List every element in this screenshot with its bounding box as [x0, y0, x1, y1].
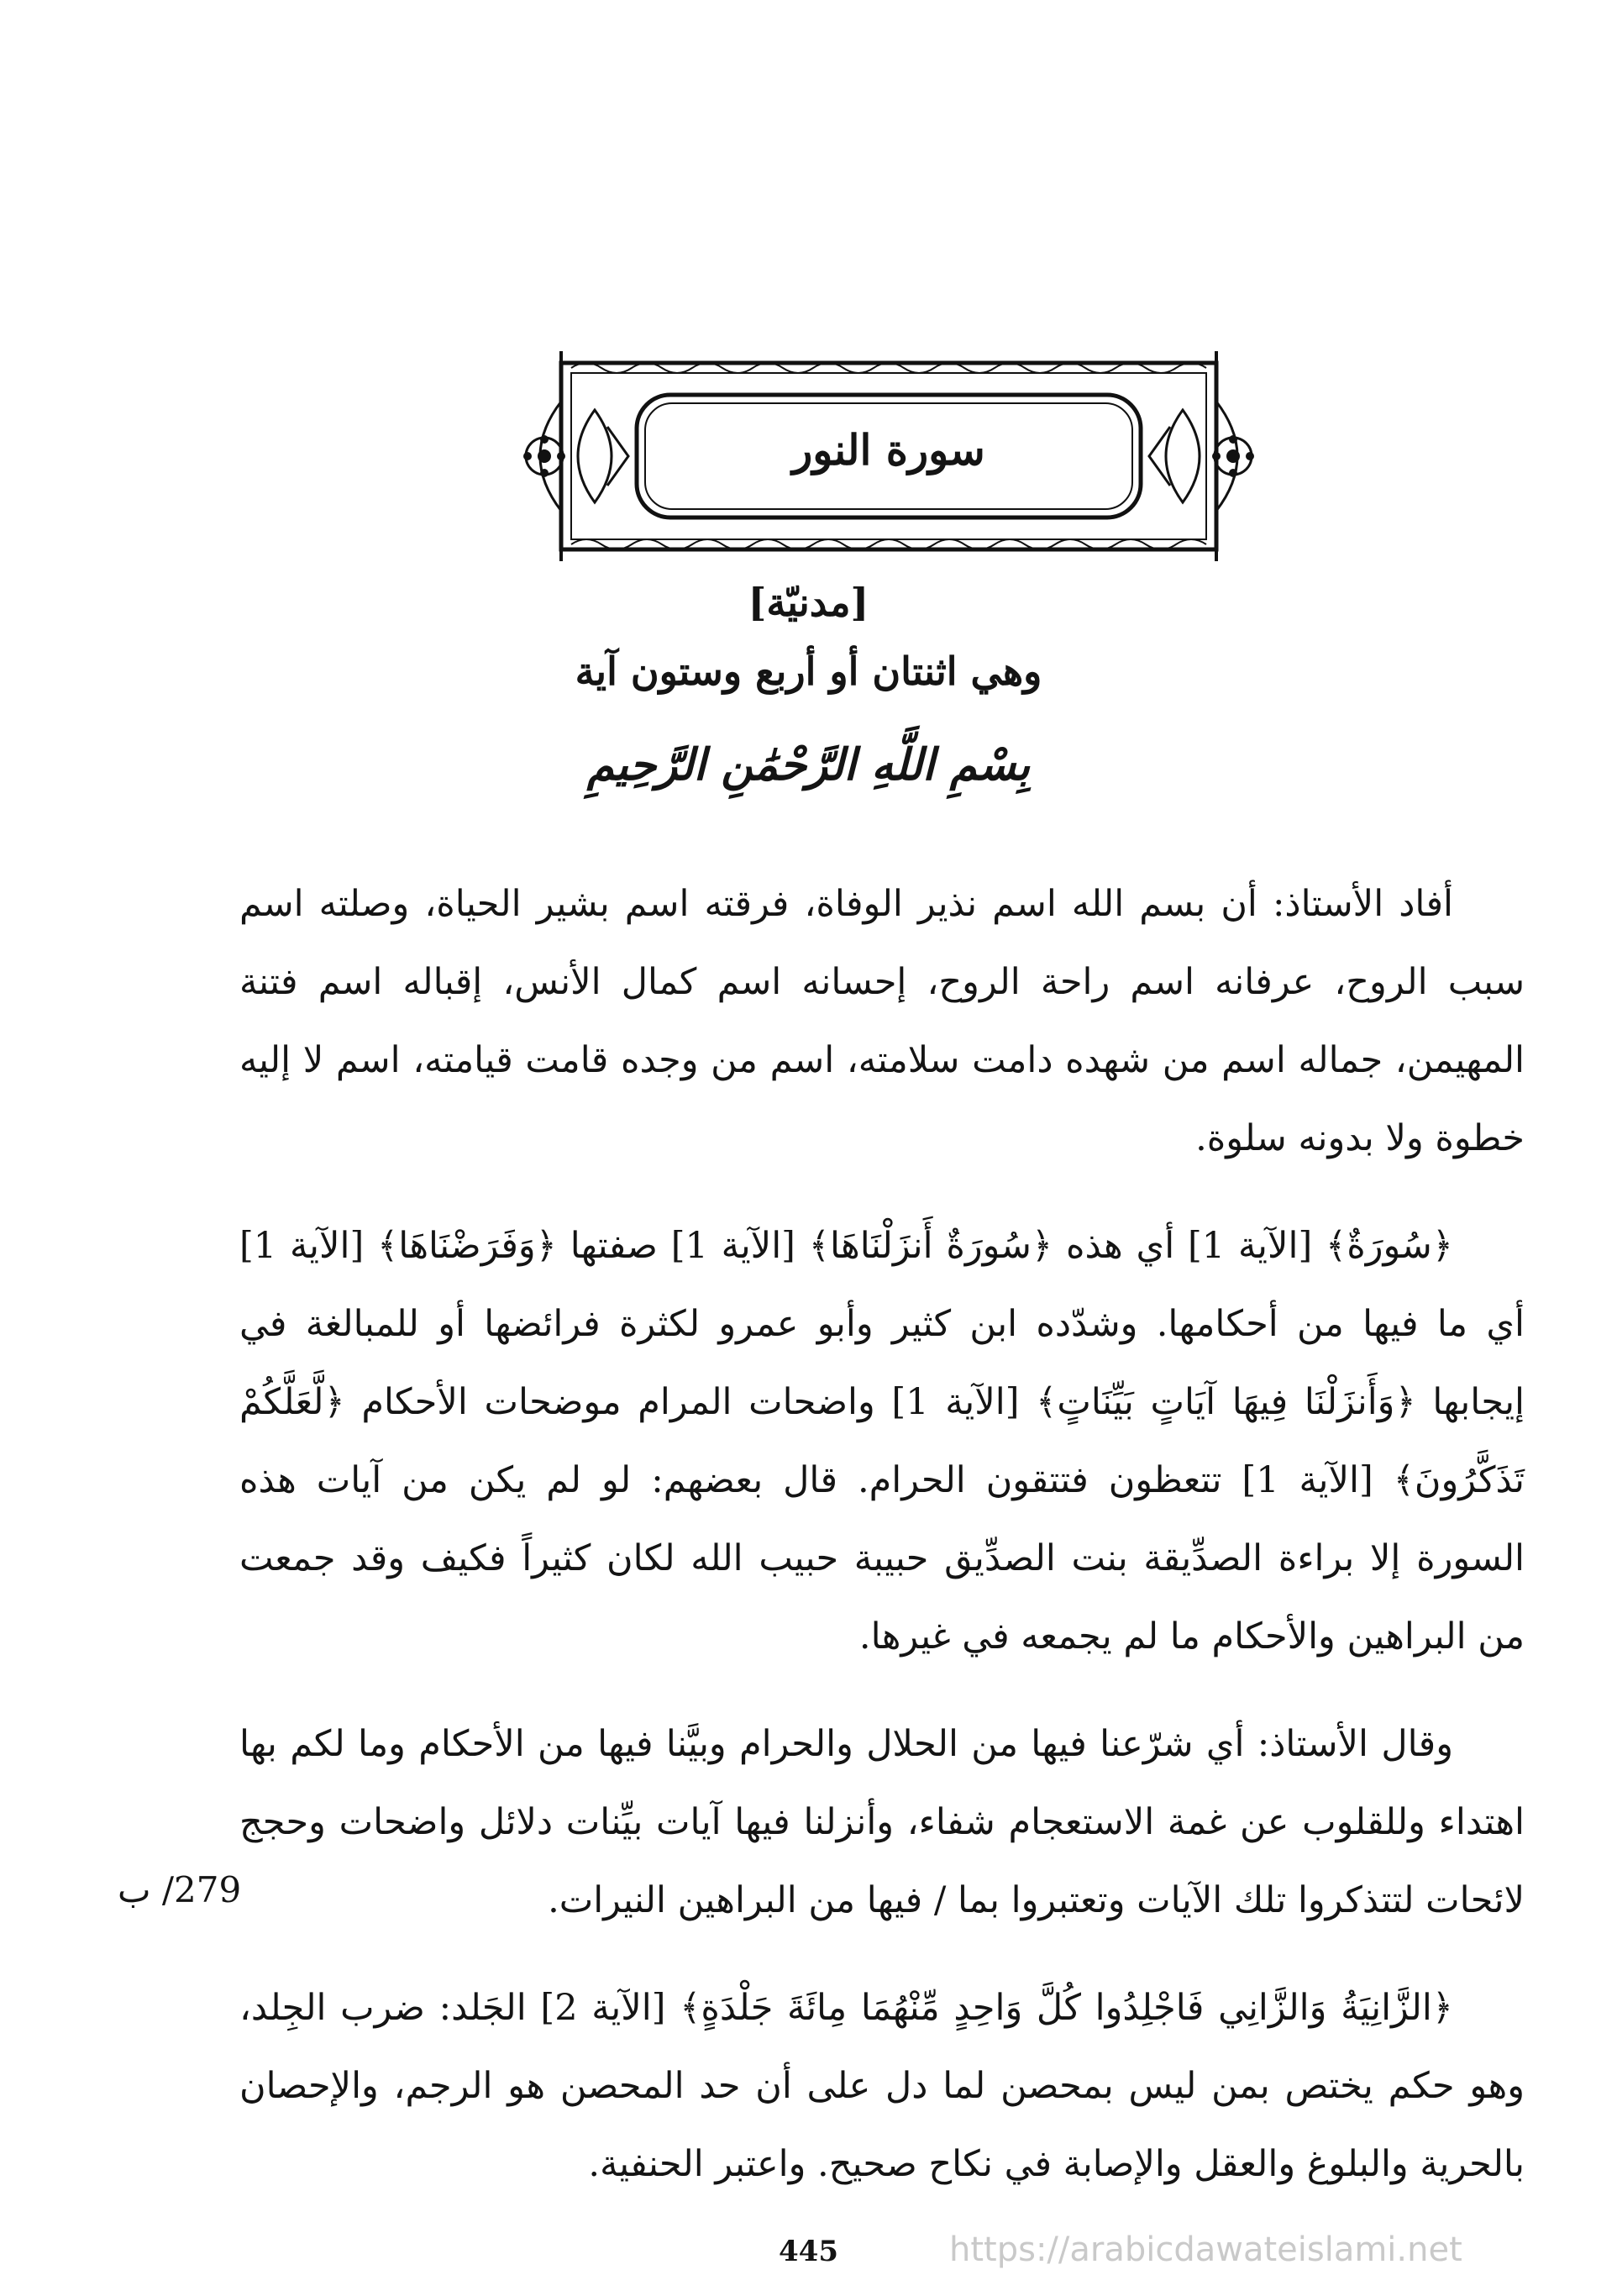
basmala: بِسْمِ اللَّهِ الرَّحْمَٰنِ الرَّحِيمِ — [586, 739, 1031, 791]
paragraph: وقال الأستاذ: أي شرّعنا فيها من الحلال والحرام وبيَّنا فيها من الأحكام وما لكم بها اهتداء وللقلوب عن غمة الاستعجام شفاء، وأنزلنا فيها آيات بيِّنات دلائل واضحات وحجج لائحات لتتذكروا تلك الآيات وتعتبروا بما / فيها من البراهين النيرات. — [239, 1723, 1525, 1921]
manuscript-folio-note: 279/ ب — [118, 1869, 242, 1910]
paragraph: ﴿سُورَةٌ﴾ [الآية 1] أي هذه ﴿سُورَةٌ أَنزَلْنَاهَا﴾ [الآية 1] صفتها ﴿وَفَرَضْنَاهَا﴾ [الآية 1] أي ما فيها من أحكامها. وشدّده ابن كثير وأبو عمرو لكثرة فرائضها أو للمبالغة في إيجابها ﴿وَأَنزَلْنَا فِيهَا آيَاتٍ بَيِّنَاتٍ﴾ [الآية 1] واضحات المرام موضحات الأحكام ﴿لَّعَلَّكُمْ تَذَكَّرُونَ﴾ [الآية 1] تتعظون فتتقون الحرام. قال بعضهم: لو لم يكن من آيات هذه السورة إلا براءة الصدِّيقة بنت الصدِّيق حبيبة حبيب الله لكان كثيراً فكيف وقد جمعت من البراهين والأحكام ما لم يجمعه في غيرها. — [239, 1225, 1525, 1658]
surah-title: سورة النور — [792, 425, 985, 475]
surah-title-frame — [511, 351, 1267, 561]
paragraph: أفاد الأستاذ: أن بسم الله اسم نذير الوفاة، فرقته اسم بشير الحياة، وصلته اسم سبب الروح، عرفانه اسم راحة الروح، إحسانه اسم كمال الأنس، إقباله اسم فتنة المهيمن، جماله اسم من شهده دامت سلامته، اسم من وجده قامت قيامته، اسم لا إليه خطوة ولا بدونه سلوة. — [239, 883, 1525, 1159]
body-text — [239, 865, 1525, 2233]
ayah-count-line: وهي اثنتان أو أربع وستون آية — [575, 649, 1042, 694]
paragraph: ﴿الزَّانِيَةُ وَالزَّانِي فَاجْلِدُوا كُلَّ وَاحِدٍ مِّنْهُمَا مِائَةَ جَلْدَةٍ﴾ [الآية 2] الجَلد: ضرب الجِلد، وهو حكم يختص بمن ليس بمحصن لما دل على أن حد المحصن هو الرجم، والإحصان بالحرية والبلوغ والعقل والإصابة في نكاح صحيح. واعتبر الحنفية. — [239, 1987, 1525, 2185]
revelation-place: [مدنيّة] — [748, 580, 869, 625]
page-number: 445 — [779, 2235, 838, 2268]
watermark-url: https://arabicdawateislami.net — [949, 2230, 1462, 2269]
